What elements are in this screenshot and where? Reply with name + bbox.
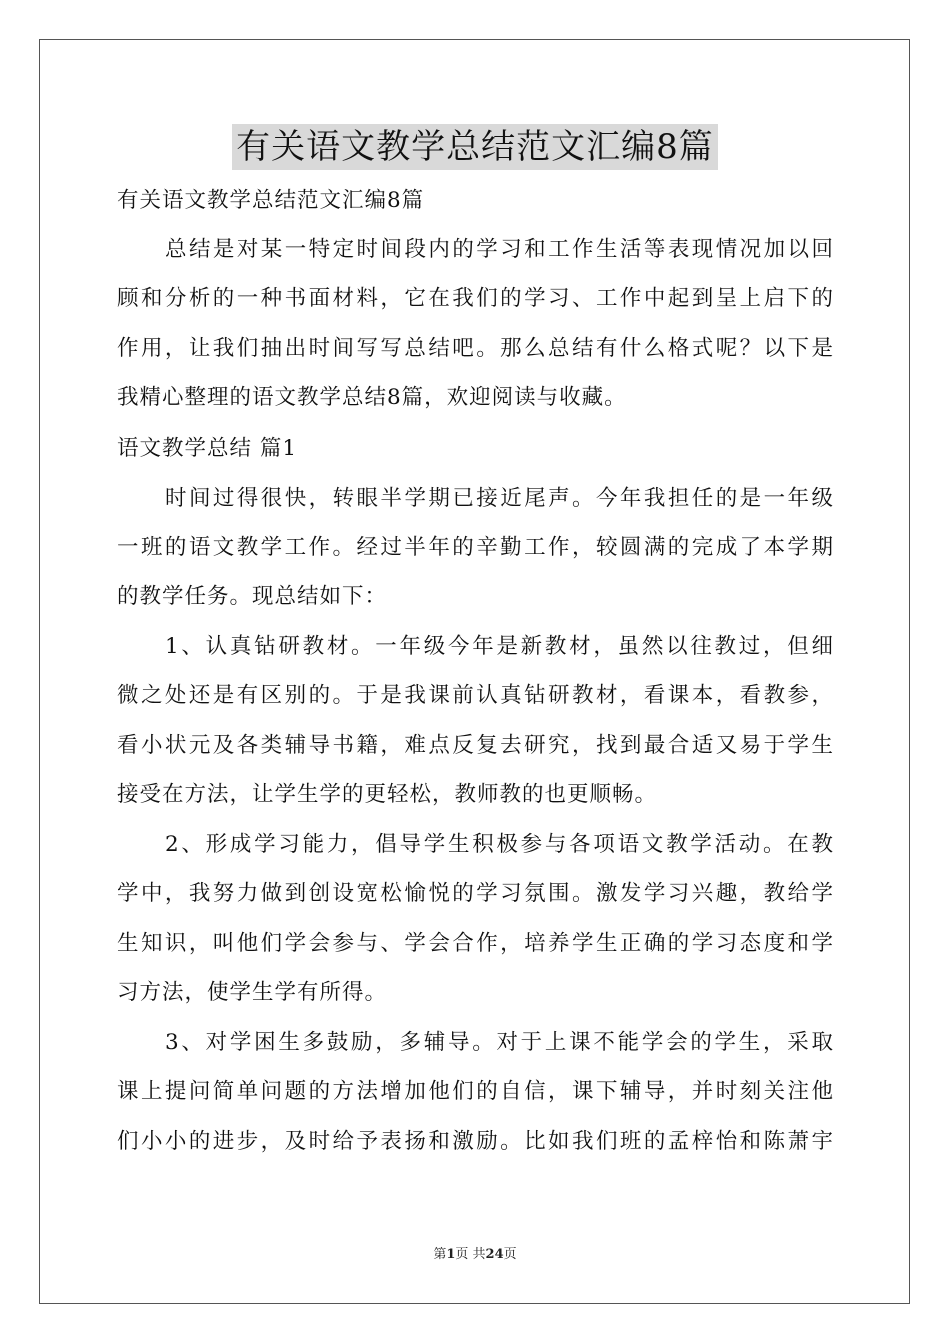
paragraph-line: 看小状元及各类辅导书籍，难点反复去研究，找到最合适又易于学生 xyxy=(117,733,833,758)
paragraph-line: 我精心整理的语文教学总结8篇，欢迎阅读与收藏。 xyxy=(117,385,627,410)
paragraph-line: 一班的语文教学工作。经过半年的辛勤工作，较圆满的完成了本学期 xyxy=(117,535,833,560)
title-container xyxy=(0,124,950,170)
paragraph-line: 课上提问简单问题的方法增加他们的自信，课下辅导，并时刻关注他 xyxy=(117,1079,833,1104)
footer-total-pages: 24 xyxy=(485,1247,504,1262)
paragraph-line: 的教学任务。现总结如下： xyxy=(117,584,388,609)
footer-mid: 页 共 xyxy=(455,1247,486,1262)
paragraph-line: 2、形成学习能力，倡导学生积极参与各项语文教学活动。在教 xyxy=(165,832,833,857)
paragraph-line: 习方法，使学生学有所得。 xyxy=(117,980,388,1005)
paragraph-line: 3、对学困生多鼓励，多辅导。对于上课不能学会的学生，采取 xyxy=(165,1030,833,1055)
paragraph-line: 生知识，叫他们学会参与、学会合作，培养学生正确的学习态度和学 xyxy=(117,931,833,956)
footer-current-page: 1 xyxy=(446,1247,456,1262)
paragraph-line: 作用，让我们抽出时间写写总结吧。那么总结有什么格式呢？以下是 xyxy=(117,336,833,361)
document-title: 有关语文教学总结范文汇编8篇 xyxy=(232,124,718,170)
footer-suffix: 页 xyxy=(503,1247,517,1262)
paragraph-line: 总结是对某一特定时间段内的学习和工作生活等表现情况加以回 xyxy=(165,237,833,262)
page-footer xyxy=(0,1247,950,1263)
paragraph-line: 接受在方法，让学生学的更轻松，教师教的也更顺畅。 xyxy=(117,782,658,807)
paragraph-line: 1、认真钻研教材。一年级今年是新教材，虽然以往教过，但细 xyxy=(165,634,833,659)
page-border xyxy=(39,39,910,1304)
paragraph-line: 微之处还是有区别的。于是我课前认真钻研教材，看课本，看教参， xyxy=(117,683,833,708)
paragraph-line: 顾和分析的一种书面材料，它在我们的学习、工作中起到呈上启下的 xyxy=(117,286,833,311)
paragraph-line: 们小小的进步，及时给予表扬和激励。比如我们班的孟梓怡和陈萧宇 xyxy=(117,1129,833,1154)
paragraph-line: 学中，我努力做到创设宽松愉悦的学习氛围。激发学习兴趣，教给学 xyxy=(117,881,833,906)
footer-prefix: 第 xyxy=(433,1247,447,1262)
section-heading: 语文教学总结 篇1 xyxy=(117,436,298,461)
document-subtitle: 有关语文教学总结范文汇编8篇 xyxy=(117,188,425,213)
paragraph-line: 时间过得很快，转眼半学期已接近尾声。今年我担任的是一年级 xyxy=(165,486,833,511)
